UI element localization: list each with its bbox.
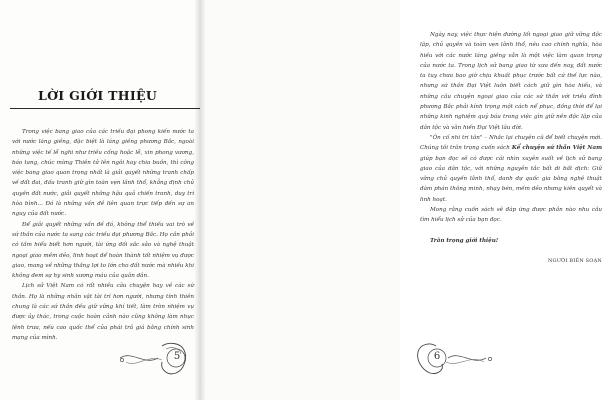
body-paragraph: Trong việc bang giao của các triều đại phong kiến nước ta với nước láng giềng, đặc biệt là láng giềng phương Bắc, ngoài những việc tế lễ nghi như triều cống hoặc lễ, xin phong vương, báo tang, chúc mừng Thiên tử lên ngôi hay chia buồn, thì công việc bang giao quan trọng nhất là giải quyết những tranh chấp về đất đai, đấu tranh giữ gìn toàn vẹn lãnh thổ, khẳng định chủ quyền đất nước, giải quyết những hậu quả chiến tranh, duy trì hòa bình... Đó là những vấn đề liên quan trực tiếp đến sự an nguy của đất nước. — [12, 129, 194, 218]
body-paragraph: Lịch sử Việt Nam có rất nhiều câu chuyện hay về các sứ thần. Họ là những nhân vật tài trí hơn người, nhưng tính thiên chung là các sứ thần đều giữ vững khí tiết, làm tròn nhiệm vụ được ủy thác, trong cuộc hoàn cảnh nào cũng không làm nhục lệnh trưa, nếu cao quốc thể của phái trả giá bằng chính sinh mạng của mình. — [12, 283, 194, 341]
page-number-ornament — [400, 340, 500, 380]
page-title: LỜI GIỚI THIỆU — [38, 88, 158, 103]
page-number-ornament — [118, 340, 200, 380]
body-paragraph: "Ôn cố nhi tri tân" – Nhắc lại chuyện cũ để biết chuyện mới. Chúng tôi trân trọng cuốn sách Kể chuyện sứ thần Việt Nam giúp bạn đọc sẽ có được cái nhìn xuyên suốt về lịch sử bang giao của dân tộc, với những nguyên tắc bất di bất dịch: Giữ vững chủ quyền lãnh thổ, danh dự quốc gia bằng nghệ thuật đàm phán thông minh, nhạy bén, mềm dẻo nhưng kiên quyết và linh hoạt. — [420, 134, 602, 203]
page-number: 5 — [173, 351, 181, 362]
ornament-icon — [400, 340, 500, 380]
right-page-body — [420, 30, 602, 370]
book-title: Kể chuyện sứ thần Việt Nam — [511, 145, 602, 152]
left-page-body — [12, 127, 194, 341]
ornament-icon — [118, 340, 200, 380]
body-paragraph: Mong rằng cuốn sách sẽ đáp ứng được phần nào nhu cầu tìm hiểu lịch sử của bạn đọc. — [420, 207, 602, 224]
closing-line: Trân trọng giới thiệu! — [430, 237, 499, 244]
body-paragraph: Ngày nay, việc thực hiện đường lối ngoại giao giữ vững độc lập, chủ quyền và toàn vẹn lãnh thổ, nêu cao chính nghĩa, hòa hiếu với các nước láng giềng vẫn là một việc làm quan trọng của nước ta. Trong lịch sử bang giao từ xưa đến nay, đất nước ta tuy chưa bao giờ chịu khuất phục trước bất cứ thế lực nào, nhưng sứ thần Đại Việt luôn biết cách giữ gìn hòa hiếu, và những câu chuyện ngoại giao của các sứ thần với triều đình phương Bắc phải kính trọng một cách nể phục, đồng thời để lại những kinh nghiệm quý báu trong việc gìn giữ nền độc lập của dân tộc và văn hiến Đại Việt lâu đời. — [420, 32, 602, 131]
signature: NGƯỜI BIÊN SOẠN — [547, 257, 602, 264]
left-page — [0, 0, 200, 400]
page-number: 6 — [433, 351, 441, 362]
book-gutter — [194, 0, 206, 400]
right-page — [200, 0, 602, 400]
body-paragraph: Để giải quyết những vấn đề đó, không thể thiếu vai trò về sứ thần của nước ta sang các triều đại phương Bắc. Họ cần phải có tầm hiểu biết hơn người, tài ứng đối sắc sảo và nghệ thuật ngoại giao mềm dẻo, linh hoạt để hoàn thành tốt nhiệm vụ được giao, mang về những thắng lợi to lớn cho đất nước mà nhiều khi không đem sự hy sinh xương máu của quân dân. — [12, 221, 194, 280]
title-underline — [10, 108, 200, 109]
